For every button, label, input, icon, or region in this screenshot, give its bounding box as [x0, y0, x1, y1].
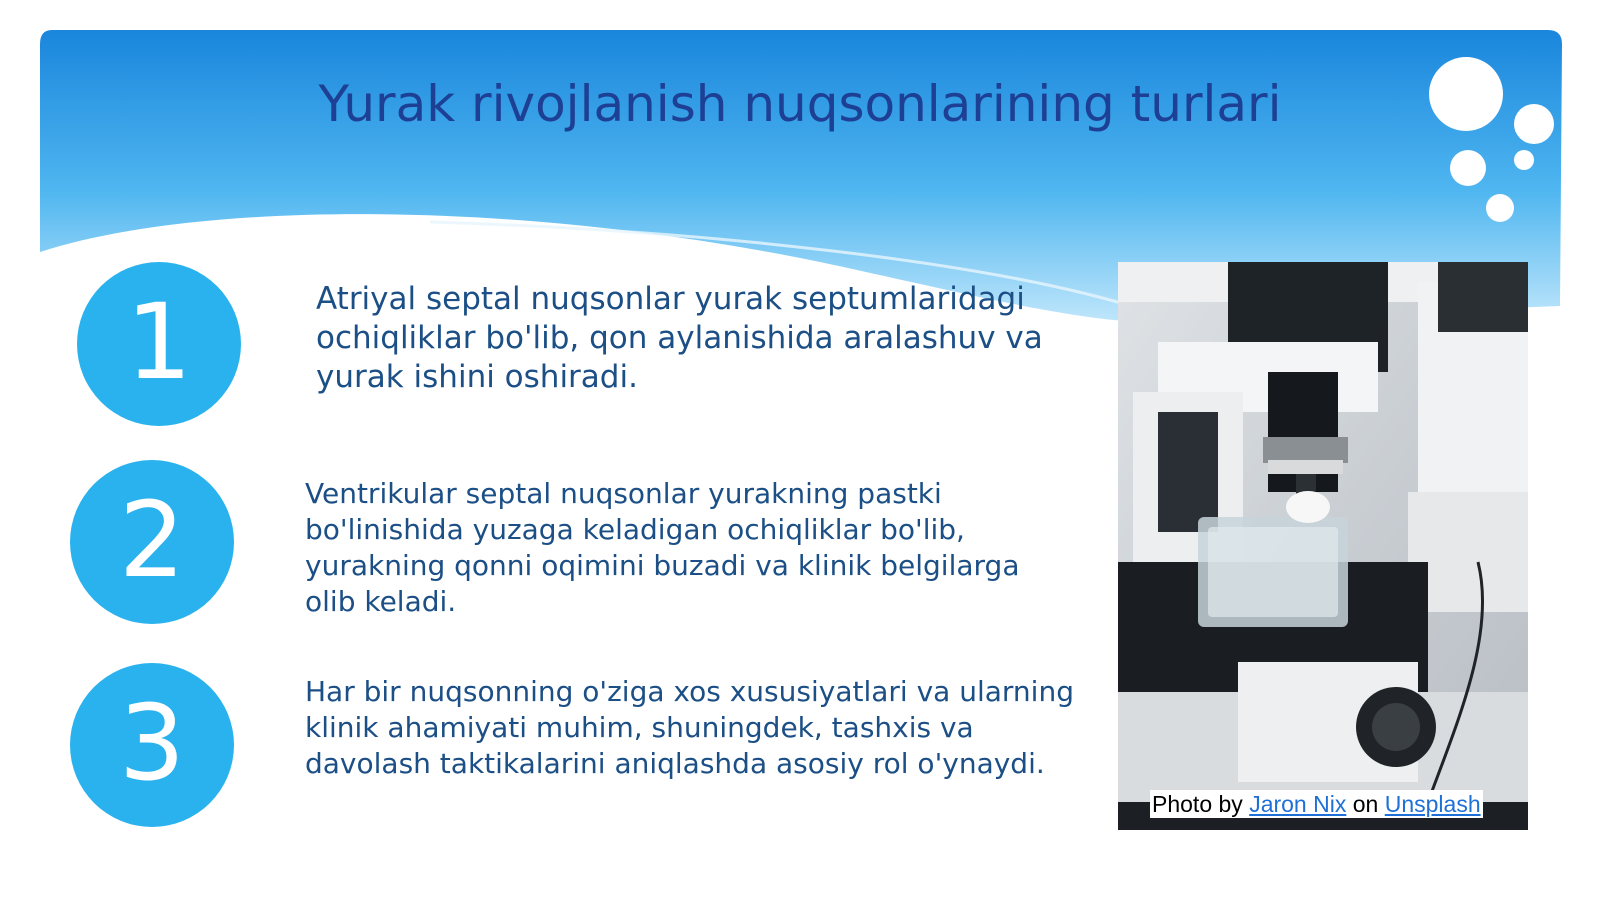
- credit-middle: on: [1352, 791, 1379, 817]
- bubble-medium-icon: [1514, 104, 1554, 144]
- bubble-bottom-icon: [1486, 194, 1514, 222]
- bubble-small-icon: [1450, 150, 1486, 186]
- item-text-1: Atriyal septal nuqsonlar yurak septumlaridagi ochiqliklar bo'lib, qon aylanishida aralashuv va yurak ishini oshiradi.: [316, 281, 1043, 395]
- item-text-2: Ventrikular septal nuqsonlar yurakning pastki bo'linishida yuzaga keladigan ochiqliklar bo'lib, yurakning qonni oqimini buzadi va klinik belgilarga olib keladi.: [305, 477, 1020, 618]
- number-circle-1: 1: [77, 262, 241, 426]
- number-circle-3: 3: [70, 663, 234, 827]
- credit-prefix: Photo by: [1152, 791, 1243, 817]
- item-text-3: Har bir nuqsonning o'ziga xos xususiyatlari va ularning klinik ahamiyati muhim, shuningdek, tashxis va davolash taktikalarini aniqlashda asosiy rol o'ynaydi.: [305, 675, 1074, 780]
- slide-title: Yurak rivojlanish nuqsonlarining turlari: [318, 75, 1282, 133]
- credit-author-link[interactable]: Jaron Nix: [1249, 791, 1347, 817]
- credit-site-link[interactable]: Unsplash: [1384, 791, 1481, 817]
- bubble-tiny-icon: [1514, 150, 1534, 170]
- photo-credit: [1150, 790, 1483, 818]
- bubble-large-icon: [1429, 57, 1503, 131]
- number-circle-2: 2: [70, 460, 234, 624]
- microscope-photo: [1118, 262, 1528, 830]
